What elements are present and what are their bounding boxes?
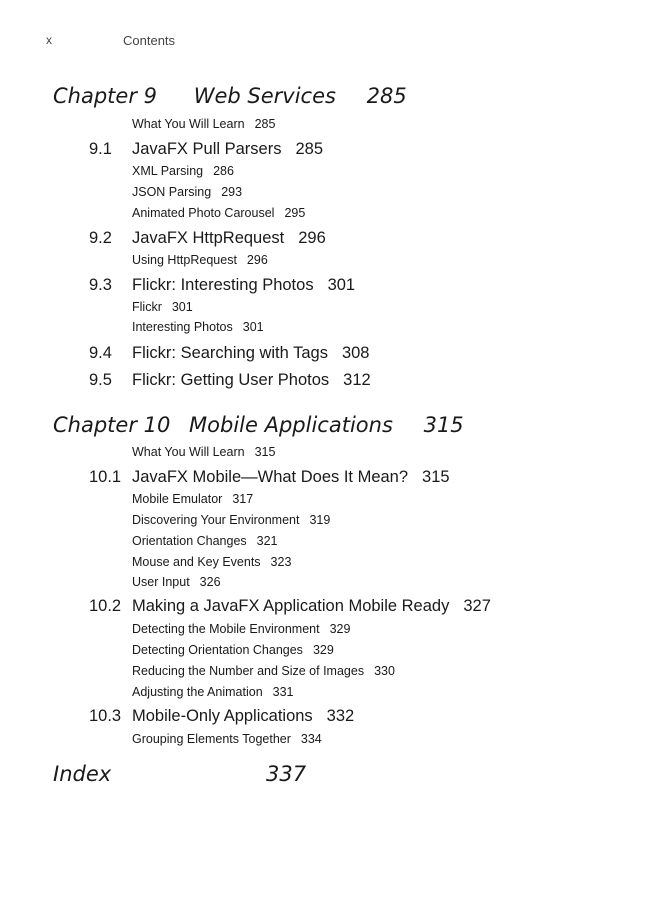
subentry-label: Adjusting the Animation: [132, 685, 263, 699]
subentry-page: 315: [254, 445, 276, 459]
subentry-label: Reducing the Number and Size of Images: [132, 664, 365, 678]
section-number: 9.4: [89, 344, 112, 362]
toc-subentry[interactable]: [132, 685, 294, 699]
subentry-label: Using HttpRequest: [132, 253, 237, 267]
subentry-page: 301: [171, 300, 193, 314]
chapter-title: Mobile Applications: [189, 413, 393, 437]
section-page: 308: [341, 344, 370, 362]
section-page: 285: [295, 140, 323, 158]
section-title: Making a JavaFX Application Mobile Ready: [132, 597, 450, 615]
chapter-label: Chapter 9: [53, 84, 157, 108]
running-head: [0, 33, 660, 49]
index-heading[interactable]: Index: [53, 762, 112, 786]
section-number: 9.5: [89, 371, 112, 389]
subentry-page: 321: [256, 534, 278, 548]
subentry-page: 293: [221, 185, 243, 199]
toc-subentry[interactable]: [132, 164, 234, 178]
subentry-label: Discovering Your Environment: [132, 513, 300, 527]
section-title: JavaFX HttpRequest: [132, 229, 285, 247]
subentry-label: User Input: [132, 575, 190, 589]
chapter-heading[interactable]: [53, 413, 464, 437]
chapter-heading[interactable]: [53, 84, 407, 108]
subentry-label: What You Will Learn: [132, 445, 245, 459]
subentry-page: 317: [232, 492, 254, 506]
section-page: 327: [463, 597, 491, 615]
subentry-label: Flickr: [132, 300, 162, 314]
subentry-label: Mouse and Key Events: [132, 555, 261, 569]
toc-subentry[interactable]: [132, 206, 305, 220]
section-page: 301: [327, 276, 356, 294]
section-page: 332: [326, 707, 355, 725]
toc-subentry[interactable]: [132, 664, 395, 678]
toc-subentry[interactable]: [132, 300, 193, 314]
section-page: 315: [422, 468, 450, 486]
subentry-page: 285: [254, 117, 276, 131]
subentry-page: 334: [300, 732, 322, 746]
toc-subentry[interactable]: [132, 575, 221, 589]
subentry-page: 323: [270, 555, 292, 569]
toc-subentry[interactable]: [132, 643, 334, 657]
subentry-page: 326: [199, 575, 221, 589]
subentry-label: JSON Parsing: [132, 185, 212, 199]
toc-subentry[interactable]: [132, 117, 275, 131]
chapter-page: 285: [366, 84, 407, 108]
page-number: x: [46, 33, 52, 47]
subentry-label: What You Will Learn: [132, 117, 245, 131]
section-number: 9.2: [89, 229, 112, 247]
subentry-page: 319: [309, 513, 331, 527]
subentry-label: Interesting Photos: [132, 320, 233, 334]
section-page: 312: [343, 371, 371, 389]
section-number: 9.1: [89, 140, 112, 158]
subentry-page: 301: [242, 320, 264, 334]
toc-subentry[interactable]: [132, 555, 291, 569]
subentry-page: 296: [246, 253, 268, 267]
section-number: 10.2: [89, 597, 122, 615]
toc-subentry[interactable]: [132, 445, 275, 459]
toc-subentry[interactable]: [132, 185, 242, 199]
toc-subentry[interactable]: [132, 622, 350, 636]
subentry-page: 329: [312, 643, 334, 657]
section-title: Mobile-Only Applications: [132, 707, 313, 725]
subentry-page: 331: [272, 685, 294, 699]
toc-subentry[interactable]: [132, 253, 268, 267]
subentry-label: Orientation Changes: [132, 534, 247, 548]
toc-subentry[interactable]: [132, 513, 330, 527]
section-title: Flickr: Interesting Photos: [132, 276, 314, 294]
subentry-page: 330: [374, 664, 395, 678]
subentry-label: Mobile Emulator: [132, 492, 223, 506]
chapter-page: 315: [423, 413, 464, 437]
subentry-label: Grouping Elements Together: [132, 732, 291, 746]
running-head-title: Contents: [123, 33, 176, 48]
subentry-label: XML Parsing: [132, 164, 204, 178]
section-title: JavaFX Mobile—What Does It Mean?: [132, 468, 409, 486]
section-number: 9.3: [89, 276, 112, 294]
chapter-title: Web Services: [193, 84, 336, 108]
toc-subentry[interactable]: [132, 534, 278, 548]
section-title: Flickr: Searching with Tags: [132, 344, 328, 362]
subentry-page: 329: [329, 622, 351, 636]
subentry-label: Detecting the Mobile Environment: [132, 622, 320, 636]
subentry-label: Animated Photo Carousel: [132, 206, 275, 220]
chapter-label: Chapter 10: [53, 413, 171, 437]
section-title: Flickr: Getting User Photos: [132, 371, 330, 389]
toc-subentry[interactable]: [132, 320, 264, 334]
index-page: 337: [266, 762, 307, 786]
section-page: 296: [298, 229, 326, 247]
subentry-page: 286: [213, 164, 234, 178]
section-number: 10.3: [89, 707, 122, 725]
section-number: 10.1: [89, 468, 122, 486]
subentry-label: Detecting Orientation Changes: [132, 643, 303, 657]
section-title: JavaFX Pull Parsers: [132, 140, 282, 158]
toc-subentry[interactable]: [132, 732, 322, 746]
subentry-page: 295: [284, 206, 306, 220]
toc-subentry[interactable]: [132, 492, 253, 506]
